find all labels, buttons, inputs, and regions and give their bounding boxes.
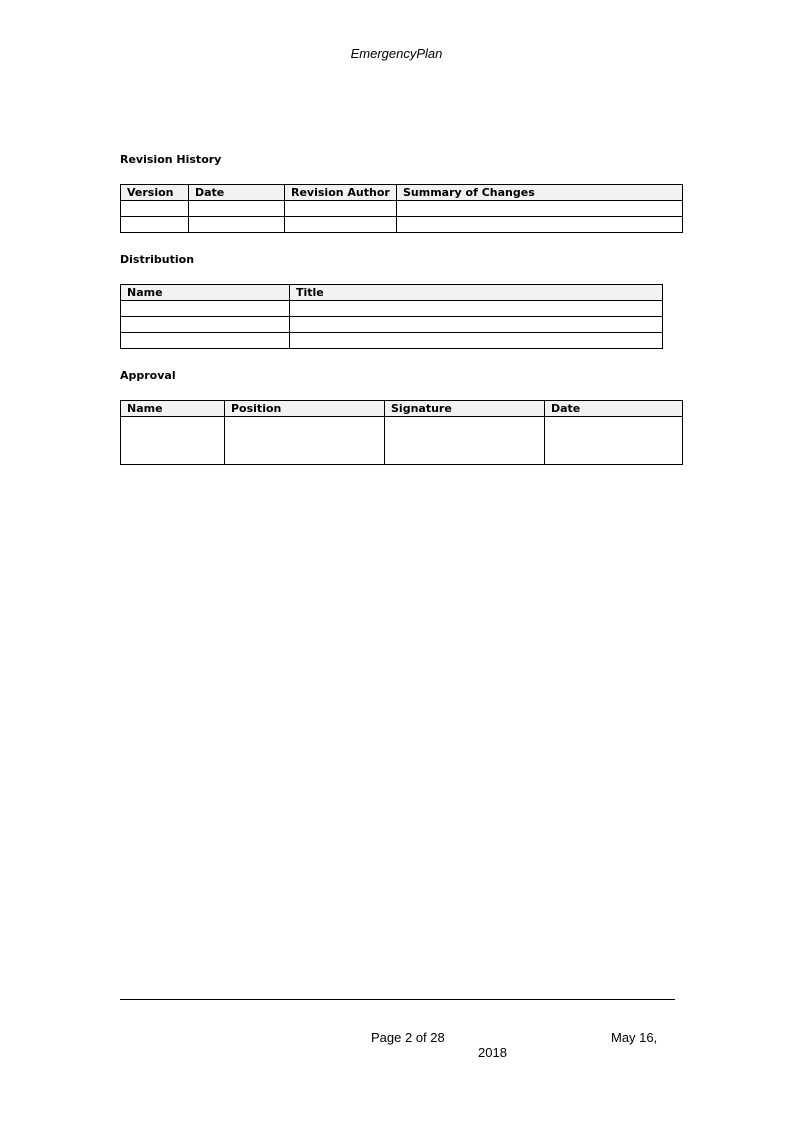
footer-date-year: 2018 bbox=[478, 1045, 507, 1060]
column-header-name: Name bbox=[121, 401, 225, 417]
table-cell bbox=[189, 217, 285, 233]
approval-heading: Approval bbox=[120, 369, 176, 382]
distribution-heading: Distribution bbox=[120, 253, 195, 266]
table-cell bbox=[290, 301, 663, 317]
table-cell bbox=[189, 201, 285, 217]
table-cell bbox=[290, 333, 663, 349]
table-row bbox=[121, 417, 683, 465]
table-header-row bbox=[121, 401, 683, 417]
table-cell bbox=[121, 317, 290, 333]
column-header-summary: Summary of Changes bbox=[397, 185, 683, 201]
table-cell bbox=[545, 417, 683, 465]
table-cell bbox=[385, 417, 545, 465]
column-header-position: Position bbox=[225, 401, 385, 417]
table-row bbox=[121, 201, 683, 217]
distribution-table bbox=[120, 284, 663, 349]
column-header-version: Version bbox=[121, 185, 189, 201]
table-cell bbox=[121, 201, 189, 217]
table-cell bbox=[285, 201, 397, 217]
page-header-title: EmergencyPlan bbox=[350, 46, 443, 61]
revision-history-table bbox=[120, 184, 683, 233]
table-cell bbox=[121, 217, 189, 233]
table-row bbox=[121, 333, 663, 349]
table-cell bbox=[225, 417, 385, 465]
table-cell bbox=[121, 301, 290, 317]
column-header-title: Title bbox=[290, 285, 663, 301]
revision-history-heading: Revision History bbox=[120, 153, 222, 166]
column-header-signature: Signature bbox=[385, 401, 545, 417]
table-cell bbox=[397, 217, 683, 233]
approval-table bbox=[120, 400, 683, 465]
table-cell bbox=[121, 333, 290, 349]
table-cell bbox=[285, 217, 397, 233]
column-header-name: Name bbox=[121, 285, 290, 301]
table-header-row bbox=[121, 285, 663, 301]
table-row bbox=[121, 301, 663, 317]
table-cell bbox=[121, 417, 225, 465]
footer-page-number: Page 2 of 28 bbox=[371, 1030, 445, 1045]
column-header-revision-author: Revision Author bbox=[285, 185, 397, 201]
table-header-row bbox=[121, 185, 683, 201]
footer-date-month-day: May 16, bbox=[611, 1030, 658, 1045]
table-cell bbox=[290, 317, 663, 333]
column-header-date: Date bbox=[545, 401, 683, 417]
table-row bbox=[121, 217, 683, 233]
footer-divider bbox=[120, 999, 675, 1000]
table-cell bbox=[397, 201, 683, 217]
column-header-date: Date bbox=[189, 185, 285, 201]
table-row bbox=[121, 317, 663, 333]
